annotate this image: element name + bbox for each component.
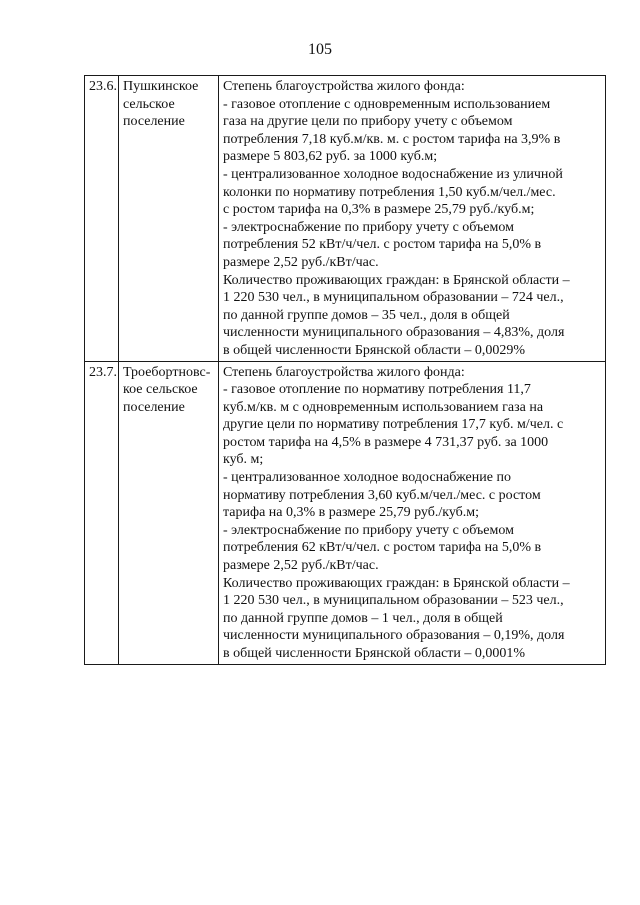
description-line: в общей численности Брянской области – 0,0001%	[223, 646, 526, 661]
settlement-name-line: Пушкинское	[123, 79, 199, 94]
description-line: колонки по нормативу потребления 1,50 куб.м/чел./мес.	[223, 184, 556, 200]
page-number: 105	[308, 41, 332, 58]
description-line: потребления 52 кВт/ч/чел. с ростом тарифа на 5,0% в	[223, 237, 542, 253]
settlement-name-line: поселение	[123, 399, 185, 415]
description-line: численности муниципального образования – 4,83%, доля	[223, 325, 565, 341]
description-line: по данной группе домов – 35 чел., доля в общей	[223, 307, 510, 323]
description-line: Степень благоустройства жилого фонда:	[223, 364, 465, 380]
settlement-description	[219, 76, 606, 362]
description-line: куб. м;	[223, 452, 264, 468]
description-line: - централизованное холодное водоснабжение из уличной	[223, 166, 563, 182]
description-line: Степень благоустройства жилого фонда:	[223, 79, 465, 94]
description-line: нормативу потребления 3,60 куб.м/чел./мес. с ростом	[223, 487, 541, 503]
description-line: тарифа на 0,3% в размере 25,79 руб./куб.м;	[223, 505, 480, 521]
settlement-name-line: Троебортновс-	[123, 364, 211, 380]
description-line: газа на другие цели по прибору учету с объемом	[223, 114, 513, 130]
description-line: потребления 7,18 куб.м/кв. м. с ростом тарифа на 3,9% в	[223, 131, 561, 147]
description-line: - электроснабжение по прибору учету с объемом	[223, 219, 514, 235]
description-line: куб.м/кв. м с одновременным использованием газа на	[223, 399, 544, 415]
description-line: - газовое отопление по нормативу потребления 11,7	[223, 382, 531, 398]
description-line: размере 2,52 руб./кВт/час.	[223, 254, 379, 270]
settlement-name-line: поселение	[123, 114, 185, 130]
description-line: ростом тарифа на 4,5% в размере 4 731,37 руб. за 1000	[223, 434, 549, 450]
settlements-table	[84, 75, 606, 665]
description-line: численности муниципального образования – 0,19%, доля	[223, 628, 565, 644]
description-line: - газовое отопление с одновременным использованием	[223, 96, 551, 112]
description-line: размере 2,52 руб./кВт/час.	[223, 558, 379, 574]
description-line: - электроснабжение по прибору учету с объемом	[223, 522, 514, 538]
description-line: Количество проживающих граждан: в Брянской области –	[223, 575, 570, 591]
description-line: размере 5 803,62 руб. за 1000 куб.м;	[223, 149, 438, 165]
description-line: Количество проживающих граждан: в Брянской области –	[223, 272, 570, 288]
description-line: потребления 62 кВт/ч/чел. с ростом тарифа на 5,0% в	[223, 540, 542, 556]
row-number: 23.6.	[85, 76, 119, 362]
description-line: - централизованное холодное водоснабжение по	[223, 470, 511, 486]
settlement-description	[219, 361, 606, 664]
row-number: 23.7.	[85, 361, 119, 664]
table-row	[85, 76, 606, 362]
description-line: по данной группе домов – 1 чел., доля в общей	[223, 610, 503, 626]
settlement-name-line: кое сельское	[123, 382, 198, 398]
description-line: с ростом тарифа на 0,3% в размере 25,79 руб./куб.м;	[223, 202, 535, 218]
description-line: 1 220 530 чел., в муниципальном образовании – 523 чел.,	[223, 593, 564, 609]
settlement-name	[119, 76, 219, 362]
settlement-name-line: сельское	[123, 96, 175, 112]
description-line: 1 220 530 чел., в муниципальном образовании – 724 чел.,	[223, 290, 564, 306]
description-line: в общей численности Брянской области – 0,0029%	[223, 342, 526, 358]
table-row	[85, 361, 606, 664]
description-line: другие цели по нормативу потребления 17,7 куб. м/чел. с	[223, 417, 564, 433]
settlement-name	[119, 361, 219, 664]
